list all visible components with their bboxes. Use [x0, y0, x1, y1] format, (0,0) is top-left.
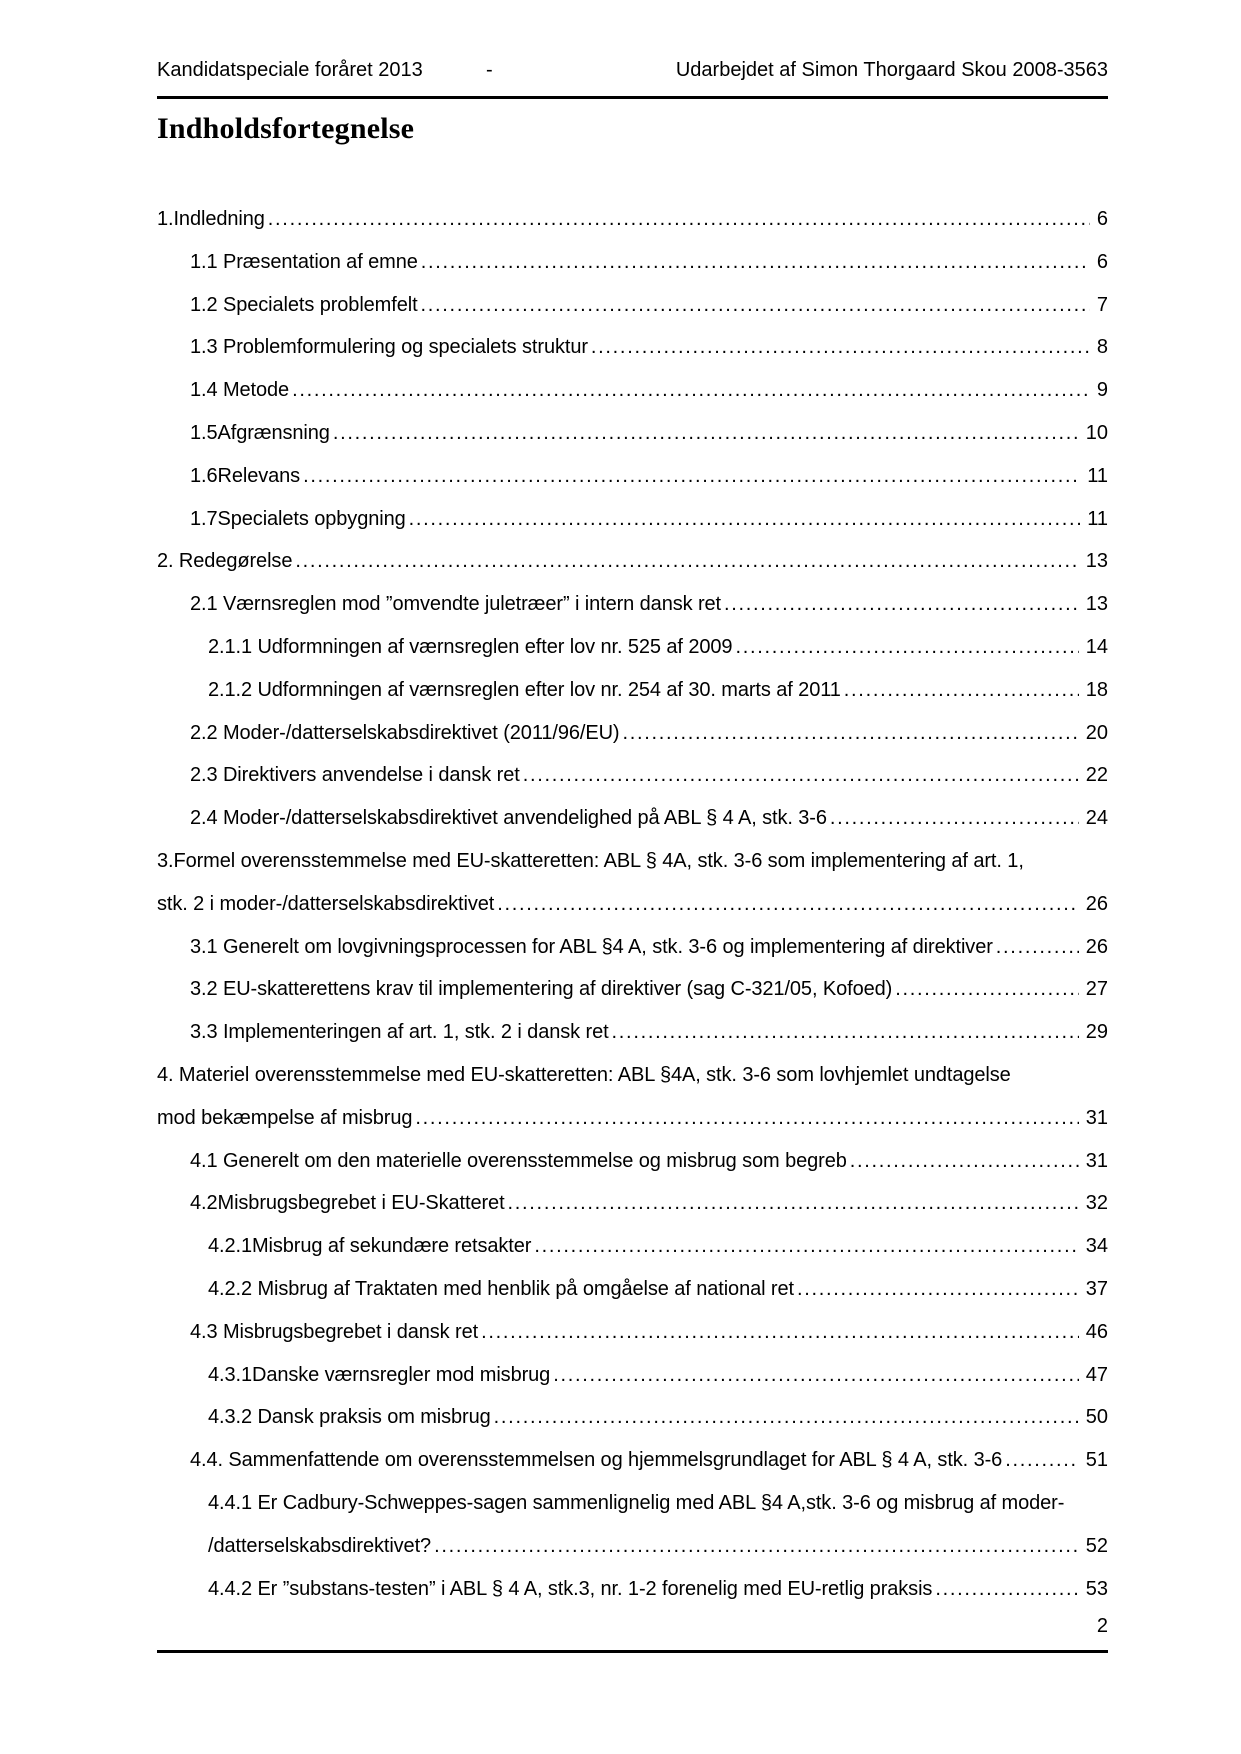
- toc-dot-leader: [508, 1182, 1079, 1225]
- toc-page-number: 26: [1085, 935, 1108, 958]
- toc-entry-text: 4.2.1Misbrug af sekundære retsakter: [208, 1235, 532, 1258]
- toc-entry-text: /datterselskabsdirektivet?: [208, 1534, 432, 1557]
- toc-entry[interactable]: [157, 1140, 1108, 1183]
- toc-entry-text: 1.1 Præsentation af emne: [190, 250, 418, 273]
- toc-entry[interactable]: [157, 1396, 1108, 1439]
- toc-dot-leader: [295, 540, 1078, 583]
- toc-dot-leader: [724, 583, 1079, 626]
- toc-dot-leader: [523, 754, 1079, 797]
- toc-entry[interactable]: [157, 926, 1108, 969]
- toc-entry-text: 3.Formel overensstemmelse med EU-skatteretten: ABL § 4A, stk. 3-6 som implementering af art. 1,: [157, 849, 1024, 872]
- toc-page-number: 9: [1096, 379, 1108, 402]
- toc-entry-text: 1.7Specialets opbygning: [190, 507, 406, 530]
- toc-entry-text: 2.1 Værnsreglen mod ”omvendte juletræer” i intern dansk ret: [190, 593, 722, 616]
- toc-dot-leader: [996, 926, 1079, 969]
- toc-page-number: 51: [1085, 1449, 1108, 1472]
- toc-entry[interactable]: [157, 241, 1108, 284]
- toc-entry-text: 3.3 Implementeringen af art. 1, stk. 2 i dansk ret: [190, 1021, 609, 1044]
- toc-entry-text: 1.Indledning: [157, 208, 265, 230]
- header-right-text: Udarbejdet af Simon Thorgaard Skou 2008-3563: [675, 59, 1108, 81]
- toc-dot-leader: [935, 1568, 1078, 1611]
- toc-dot-leader: [591, 326, 1090, 369]
- toc-page-number: 18: [1085, 678, 1108, 701]
- toc-entry[interactable]: [157, 1268, 1108, 1311]
- toc-entry[interactable]: [157, 669, 1108, 712]
- toc-page-number: 22: [1085, 764, 1108, 787]
- toc-page-number: 6: [1096, 250, 1108, 273]
- toc-entry-text: 3.2 EU-skatterettens krav til implementering af direktiver (sag C-321/05, Kofoed): [190, 978, 893, 1001]
- toc-entry[interactable]: [157, 797, 1108, 840]
- toc-entry[interactable]: [157, 754, 1108, 797]
- toc-entry-text: stk. 2 i moder-/datterselskabsdirektivet: [157, 892, 495, 915]
- toc-entry[interactable]: [157, 540, 1108, 583]
- toc-page-number: 50: [1085, 1406, 1108, 1429]
- toc-entry-text: 4.3 Misbrugsbegrebet i dansk ret: [190, 1320, 479, 1343]
- toc-dot-leader: [534, 1225, 1078, 1268]
- toc-entry[interactable]: [157, 455, 1108, 498]
- page-title: Indholdsfortegnelse: [157, 112, 415, 145]
- footer-page-number: 2: [1096, 1615, 1108, 1637]
- toc-dot-leader: [850, 1140, 1079, 1183]
- toc-dot-leader: [421, 284, 1090, 327]
- toc-page-number: 47: [1085, 1363, 1108, 1386]
- toc-page-number: 8: [1096, 336, 1108, 359]
- toc-dot-leader: [735, 626, 1078, 669]
- toc-dot-leader: [481, 1311, 1079, 1354]
- toc-dot-leader: [434, 1525, 1079, 1568]
- toc-entry[interactable]: [157, 1525, 1108, 1568]
- toc-page-number: 32: [1085, 1192, 1108, 1215]
- toc-page-number: 6: [1096, 208, 1108, 230]
- toc-entry[interactable]: [157, 626, 1108, 669]
- header-left-text: Kandidatspeciale foråret 2013: [157, 59, 423, 81]
- toc-entry-text: 4.2.2 Misbrug af Traktaten med henblik på omgåelse af national ret: [208, 1277, 794, 1300]
- toc-dot-leader: [415, 1097, 1078, 1140]
- toc-page-number: 26: [1085, 892, 1108, 915]
- toc-entry[interactable]: [157, 1225, 1108, 1268]
- toc-page-number: 14: [1085, 635, 1108, 658]
- toc-entry[interactable]: [157, 583, 1108, 626]
- toc-entry-text: 4. Materiel overensstemmelse med EU-skatteretten: ABL §4A, stk. 3-6 som lovhjemlet undtagelse: [157, 1063, 1011, 1086]
- toc-dot-leader: [409, 498, 1081, 541]
- toc-entry[interactable]: [157, 326, 1108, 369]
- toc-entry-text: 4.4. Sammenfattende om overensstemmelsen og hjemmelsgrundlaget for ABL § 4 A, stk. 3-6: [190, 1449, 1003, 1472]
- toc-entry[interactable]: [157, 712, 1108, 755]
- toc-entry-text: 2. Redegørelse: [157, 550, 293, 573]
- toc-page-number: 13: [1085, 550, 1108, 573]
- toc-dot-leader: [844, 669, 1079, 712]
- toc-dot-leader: [292, 369, 1090, 412]
- toc-entry-text: 4.4.1 Er Cadbury-Schweppes-sagen sammenlignelig med ABL §4 A,stk. 3-6 og misbrug af moder-: [208, 1491, 1065, 1514]
- toc-dot-leader: [303, 455, 1080, 498]
- table-of-contents: [157, 198, 1108, 1610]
- toc-page-number: 53: [1085, 1577, 1108, 1600]
- toc-dot-leader: [497, 883, 1079, 926]
- toc-page-number: 11: [1087, 464, 1108, 487]
- toc-page-number: 24: [1085, 807, 1108, 830]
- toc-entry-text: 2.4 Moder-/datterselskabsdirektivet anvendelighed på ABL § 4 A, stk. 3-6: [190, 807, 827, 830]
- toc-dot-leader: [421, 241, 1090, 284]
- toc-entry-text: 4.3.1Danske værnsregler mod misbrug: [208, 1363, 551, 1386]
- toc-dot-leader: [612, 1011, 1079, 1054]
- toc-entry-text: 2.3 Direktivers anvendelse i dansk ret: [190, 764, 520, 787]
- toc-entry-text: 1.5Afgrænsning: [190, 421, 330, 444]
- toc-entry[interactable]: [157, 968, 1108, 1011]
- toc-page-number: 29: [1085, 1021, 1108, 1044]
- toc-entry[interactable]: [157, 840, 1108, 883]
- toc-dot-leader: [622, 712, 1078, 755]
- toc-page-number: 27: [1085, 978, 1108, 1001]
- toc-dot-leader: [797, 1268, 1079, 1311]
- toc-page-number: 52: [1085, 1534, 1108, 1557]
- toc-entry[interactable]: [157, 1182, 1108, 1225]
- toc-entry-text: 1.2 Specialets problemfelt: [190, 293, 418, 316]
- toc-page-number: 7: [1096, 293, 1108, 316]
- toc-entry[interactable]: [157, 412, 1108, 455]
- toc-page-number: 10: [1085, 421, 1108, 444]
- toc-dot-leader: [333, 412, 1079, 455]
- toc-entry[interactable]: [157, 498, 1108, 541]
- toc-page-number: 13: [1085, 593, 1108, 616]
- toc-page-number: 20: [1085, 721, 1108, 744]
- toc-entry[interactable]: [157, 1054, 1108, 1097]
- toc-entry-text: 3.1 Generelt om lovgivningsprocessen for ABL §4 A, stk. 3-6 og implementering af direktiver: [190, 935, 993, 958]
- toc-entry[interactable]: [157, 1482, 1108, 1525]
- toc-page-number: 31: [1085, 1106, 1108, 1129]
- toc-page-number: 34: [1085, 1235, 1108, 1258]
- header-separator: -: [485, 59, 493, 81]
- toc-entry[interactable]: [157, 1097, 1108, 1140]
- toc-dot-leader: [1005, 1439, 1079, 1482]
- toc-entry-text: 2.1.2 Udformningen af værnsreglen efter lov nr. 254 af 30. marts af 2011: [208, 678, 841, 701]
- toc-page-number: 11: [1087, 507, 1108, 530]
- toc-entry-text: 4.2Misbrugsbegrebet i EU-Skatteret: [190, 1192, 505, 1215]
- toc-entry-text: 4.1 Generelt om den materielle overensstemmelse og misbrug som begreb: [190, 1149, 847, 1172]
- toc-dot-leader: [830, 797, 1079, 840]
- toc-dot-leader: [494, 1396, 1079, 1439]
- toc-page-number: 31: [1085, 1149, 1108, 1172]
- toc-entry[interactable]: [157, 1568, 1108, 1611]
- toc-entry-text: mod bekæmpelse af misbrug: [157, 1106, 413, 1129]
- toc-entry[interactable]: [157, 1439, 1108, 1482]
- toc-entry-text: 4.3.2 Dansk praksis om misbrug: [208, 1406, 491, 1429]
- toc-entry[interactable]: [157, 1311, 1108, 1354]
- toc-entry[interactable]: [157, 198, 1108, 241]
- toc-entry[interactable]: [157, 883, 1108, 926]
- toc-dot-leader: [895, 968, 1079, 1011]
- toc-entry-text: 1.4 Metode: [190, 379, 290, 402]
- footer-rule: [157, 1650, 1108, 1653]
- toc-entry[interactable]: [157, 1011, 1108, 1054]
- toc-dot-leader: [268, 198, 1090, 241]
- toc-entry-text: 2.1.1 Udformningen af værnsreglen efter lov nr. 525 af 2009: [208, 635, 733, 658]
- toc-entry[interactable]: [157, 369, 1108, 412]
- page-header: [157, 58, 1108, 99]
- toc-dot-leader: [553, 1354, 1079, 1397]
- toc-entry[interactable]: [157, 1354, 1108, 1397]
- toc-page-number: 46: [1085, 1320, 1108, 1343]
- toc-entry-text: 4.4.2 Er ”substans-testen” i ABL § 4 A, stk.3, nr. 1-2 forenelig med EU-retlig praksis: [208, 1577, 933, 1600]
- toc-entry-text: 2.2 Moder-/datterselskabsdirektivet (2011/96/EU): [190, 721, 620, 744]
- toc-page-number: 37: [1085, 1277, 1108, 1300]
- toc-entry-text: 1.6Relevans: [190, 464, 301, 487]
- toc-entry[interactable]: [157, 284, 1108, 327]
- toc-entry-text: 1.3 Problemformulering og specialets struktur: [190, 336, 588, 359]
